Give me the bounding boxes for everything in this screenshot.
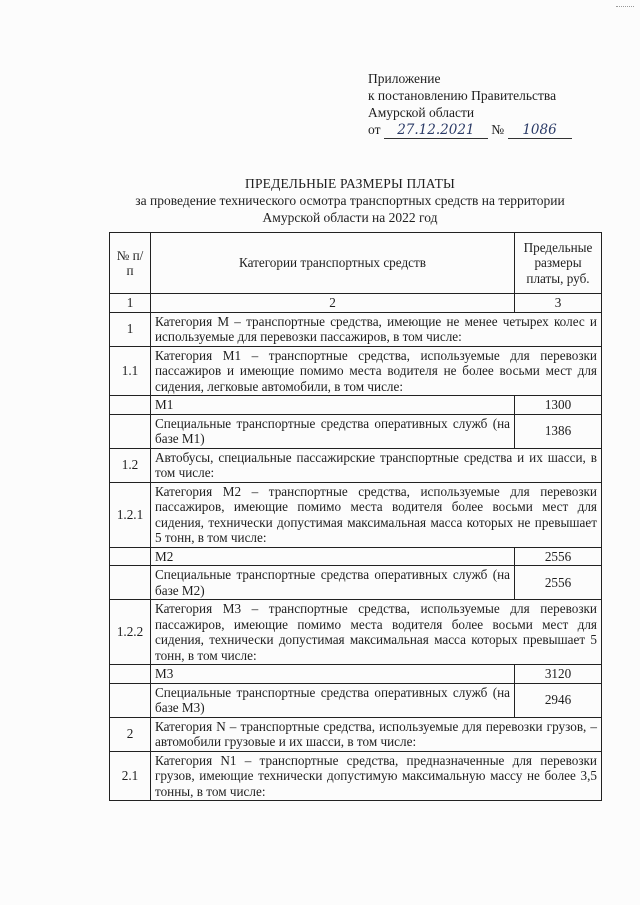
row-category: Специальные транспортные средства оперативных служб (на базе М3): [151, 683, 515, 717]
row-price: 2946: [515, 683, 602, 717]
row-number: [110, 566, 151, 600]
row-category: Автобусы, специальные пассажирские транспортные средства и их шасси, в том числе:: [151, 448, 602, 482]
row-category: M1: [151, 396, 515, 415]
row-category: Категория М1 – транспортные средства, используемые для перевозки пассажиров и имеющие помимо места водителя не более восьми мест для сидения, легковые автомобили, в том числе:: [151, 346, 602, 396]
row-price: 1300: [515, 396, 602, 415]
table-row: [110, 448, 602, 482]
row-number: 2: [110, 717, 151, 751]
column-number-1: 1: [110, 294, 151, 313]
header-price: Предельные размеры платы, руб.: [515, 233, 602, 294]
table-row: [110, 346, 602, 396]
number-prefix: №: [491, 122, 505, 137]
row-category: Категория М3 – транспортные средства, используемые для перевозки пассажиров, имеющие помимо места водителя более восьми мест для сидения, технически допустимая максимальная масса которых превышает 5 тонн, в том числе:: [151, 600, 602, 665]
table-row: [110, 751, 602, 801]
row-number: 1.2: [110, 448, 151, 482]
row-number: [110, 547, 151, 566]
table-row: [110, 396, 602, 415]
table-row: [110, 683, 602, 717]
document-title: [100, 175, 600, 226]
row-category: Специальные транспортные средства оперативных служб (на базе М2): [151, 566, 515, 600]
column-number-2: 2: [151, 294, 515, 313]
row-number: [110, 665, 151, 684]
row-number: 1.2.1: [110, 482, 151, 547]
row-price: 2556: [515, 547, 602, 566]
approval-line-1: Приложение: [368, 71, 441, 86]
table-row: [110, 414, 602, 448]
table-row: [110, 566, 602, 600]
row-category: M3: [151, 665, 515, 684]
row-category: Категория М – транспортные средства, имеющие не менее четырех колес и используемые для перевозки пассажиров, в том числе:: [151, 312, 602, 346]
column-number-row: [110, 294, 602, 313]
table-row: [110, 312, 602, 346]
row-number: 2.1: [110, 751, 151, 801]
fees-table: [109, 232, 602, 801]
row-category: Специальные транспортные средства оперативных служб (на базе М1): [151, 414, 515, 448]
scan-mark: [616, 6, 634, 10]
row-number: [110, 396, 151, 415]
approval-block: [368, 70, 572, 139]
header-number: № п/п: [110, 233, 151, 294]
row-price: 1386: [515, 414, 602, 448]
row-number: 1: [110, 312, 151, 346]
row-category: Категория М2 – транспортные средства, используемые для перевозки пассажиров, имеющие помимо места водителя более восьми мест для сидения, технически допустимая максимальная масса которых не превышает 5 тонн, в том числе:: [151, 482, 602, 547]
column-number-3: 3: [515, 294, 602, 313]
row-number: [110, 683, 151, 717]
title-line-2: за проведение технического осмотра транспортных средств на территории: [135, 193, 565, 208]
approval-line-2: к постановлению Правительства: [368, 88, 557, 103]
row-price: 2556: [515, 566, 602, 600]
approval-date-line: [368, 121, 572, 139]
table-row: [110, 717, 602, 751]
table-row: [110, 482, 602, 547]
date-prefix: от: [368, 122, 381, 137]
header-categories: Категории транспортных средств: [151, 233, 515, 294]
row-number: 1.1: [110, 346, 151, 396]
handwritten-date: 27.12.2021: [384, 123, 488, 139]
table-row: [110, 600, 602, 665]
row-category: M2: [151, 547, 515, 566]
row-price: 3120: [515, 665, 602, 684]
handwritten-number: 1086: [508, 123, 572, 139]
row-category: Категория N1 – транспортные средства, предназначенные для перевозки грузов, имеющие технически допустимую максимальную массу не более 3,5 тонны, в том числе:: [151, 751, 602, 801]
row-category: Категория N – транспортные средства, используемые для перевозки грузов, – автомобили грузовые и их шасси, в том числе:: [151, 717, 602, 751]
row-number: 1.2.2: [110, 600, 151, 665]
title-heading: ПРЕДЕЛЬНЫЕ РАЗМЕРЫ ПЛАТЫ: [245, 176, 455, 191]
approval-line-3: Амурской области: [368, 105, 475, 120]
table-row: [110, 547, 602, 566]
title-line-3: Амурской области на 2022 год: [262, 210, 438, 225]
table-header-row: [110, 233, 602, 294]
row-number: [110, 414, 151, 448]
table-row: [110, 665, 602, 684]
